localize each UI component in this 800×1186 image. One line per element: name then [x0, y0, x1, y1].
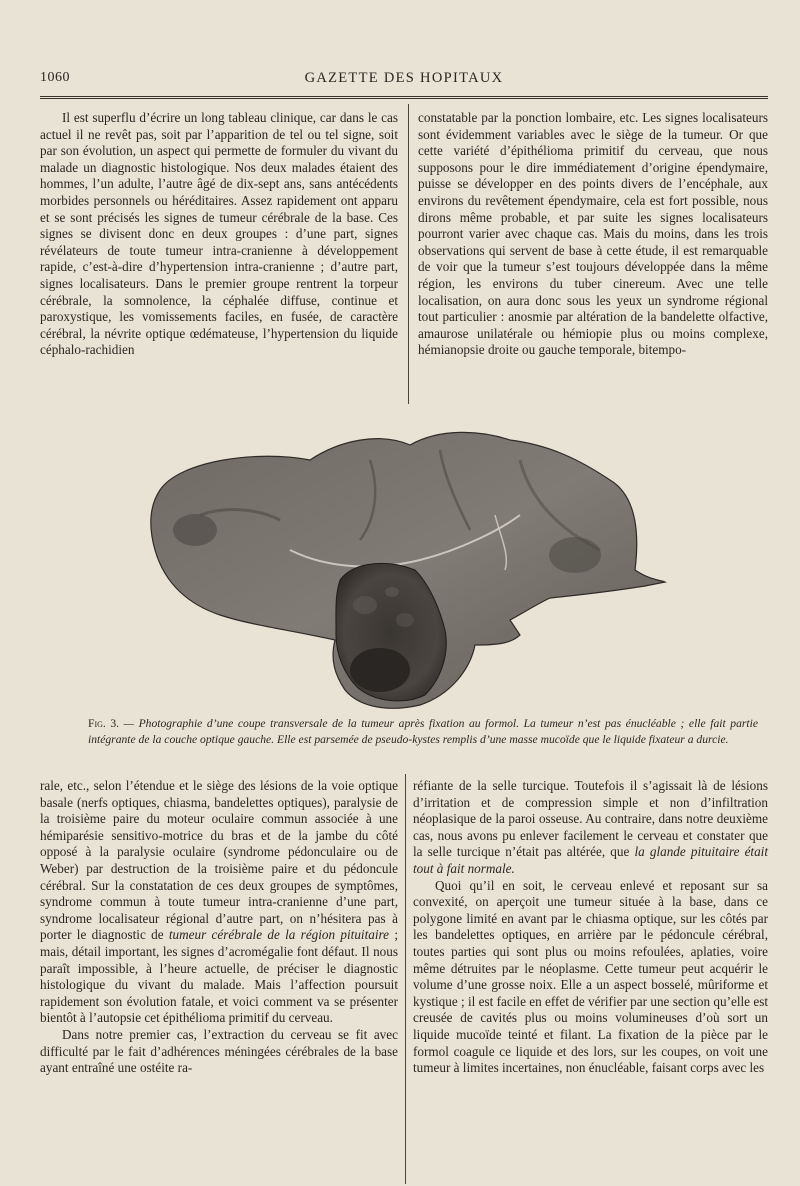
figure-label: Fig. 3.	[88, 717, 120, 730]
bottom-right-column	[413, 778, 768, 1077]
page-header	[40, 68, 768, 92]
paragraph: Quoi qu’il en soit, le cerveau enlevé et reposant sur sa convexité, on aperçoit une tumeur située à la base, dans ce polygone limité en avant par le chiasma optique, sur les côtés par les bandelettes optiques, en arrière par le pédoncule cérébral, toutes parties qui sont plus ou moins refoulées, aplaties, voire même détruites par le néoplasme. Cette tumeur peut acquérir le volume d’une grosse noix. Elle a un aspect bosselé, mûriforme et kystique ; il est facile en effet de vérifier par une section qu’elle est creusée de cavités plus ou moins volumineuses d’où sort un liquide mucoïde teinté et filant. La fixation de la pièce par le formol coagule ce liquide et des lors, sur les coupes, on voit une tumeur à limites incertaines, non énucléable, faisant corps avec les	[413, 877, 768, 1076]
paragraph	[413, 778, 768, 878]
paragraph: Dans notre premier cas, l’extraction du cerveau se fit avec difficulté par le fait d’adhérences méningées cérébrales de la base ayant entraîné une ostéite ra-	[40, 1026, 398, 1076]
column-divider	[405, 774, 406, 1184]
top-left-column	[40, 110, 398, 359]
column-divider	[408, 104, 409, 404]
paragraph-text: ; mais, détail important, les signes d’acromégalie font défaut. Il nous paraît impossible, à l’heure actuelle, de préciser le diagnostic histologique du vivant du malade. Mais l’affection poursuit rapidement son évolution fatale, et voici comment va se présenter bientôt à l’autopsie cet épithélioma primitif du cerveau.	[40, 927, 398, 1026]
emphasis-text: tumeur cérébrale de la région pituitaire	[168, 927, 390, 943]
emphasis-text: la glande pituitaire était tout à fait normale.	[413, 844, 769, 876]
paragraph-text: rale, etc., selon l’étendue et le siège des lésions de la voie optique basale (nerfs optiques, chiasma, bandelettes optiques), paralysie de la troisième paire du moteur oculaire commun associée à une hémiparésie sensitivo-motrice du bras et de la jambe du côté opposé à la paralysie oculaire (syndrome pédonculaire ou de Weber) par destruction de la troisième paire et du pédoncule cérébral. Sur la constatation de ces deux groupes de symptômes, syndrome commun à toute tumeur intra-cranienne d’une part, syndrome localisateur régional d’autre part, on n’hésitera pas à porter le diagnostic de	[40, 778, 398, 943]
journal-title: GAZETTE DES HOPITAUX	[304, 70, 504, 86]
paragraph: Il est superflu d’écrire un long tableau clinique, car dans le cas actuel il ne revêt pas, soit par l’apparition de tel ou tel signe, soit par son évolution, un aspect qui permette de formuler du vivant du malade un diagnostic histologique. Nos deux malades étaient des hommes, l’un adulte, l’autre âgé de dix-sept ans, sans antécédents morbides personnels ou héréditaires. Assez rapidement ont apparu et se sont précisés les signes de tumeur cérébrale de la base. Ces signes se divisent donc en deux groupes : d’une part, signes révélateurs de toute tumeur intra-cranienne à développement rapide, c’est-à-dire d’hypertension intra-cranienne ; d’autre part, signes localisateurs. Dans le premier groupe rentrent la torpeur cérébrale, la somnolence, la céphalée diffuse, continue et paroxystique, les vomissements faciles, en fusée, de caractère cérébral, la névrite optique œdémateuse, l’hypertension du liquide céphalo-rachidien	[40, 110, 398, 358]
paragraph-text: réfiante de la selle turcique. Toutefois il s’agissait là de lésions d’irritation et de compression simple et non d’infiltration néoplasique de la paroi osseuse. Au contraire, dans notre deuxième cas, nous avons pu enlever facilement le cerveau et constater que la selle turcique n’était pas altérée, que	[413, 778, 768, 860]
top-right-column	[418, 110, 768, 359]
page-number: 1060	[40, 70, 70, 85]
figure-caption	[88, 716, 758, 747]
bottom-left-column	[40, 778, 398, 1077]
paragraph	[40, 778, 398, 1027]
header-rule	[40, 96, 768, 99]
brain-section-photo	[140, 420, 670, 712]
paragraph: constatable par la ponction lombaire, etc. Les signes localisateurs sont évidemment variables avec le siège de la tumeur. Or que cette variété d’épithélioma primitif du cerveau, que nous supposons pour le dire immédiatement d’origine épendymaire, puisse se développer en des points divers de l’encéphale, aux environs du revêtement épendymaire, cela est fort possible, nous dirons même probable, et par suite les signes localisateurs pourront varier avec chaque cas. Mais du moins, dans les trois observations qui servent de base à cette étude, il est remarquable de voir que la tumeur s’est toujours développée dans la même région, les environs du tuber cinereum. Avec une telle localisation, on aura donc sous les yeux un syndrome régional tout particulier : anosmie par altération de la bandelette olfactive, amaurose unilatérale ou hémiopie plus ou moins complexe, hémianopsie droite ou gauche temporale, bitempo-	[418, 110, 768, 358]
figure-caption-text: — Photographie d’une coupe transversale de la tumeur après fixation au formol. La tumeur n’est pas énucléable ; elle fait partie intégrante de la couche optique gauche. Elle est parsemée de pseudo-kystes remplis d’une masse mucoïde que le liquide fixateur a durcie.	[88, 717, 758, 746]
